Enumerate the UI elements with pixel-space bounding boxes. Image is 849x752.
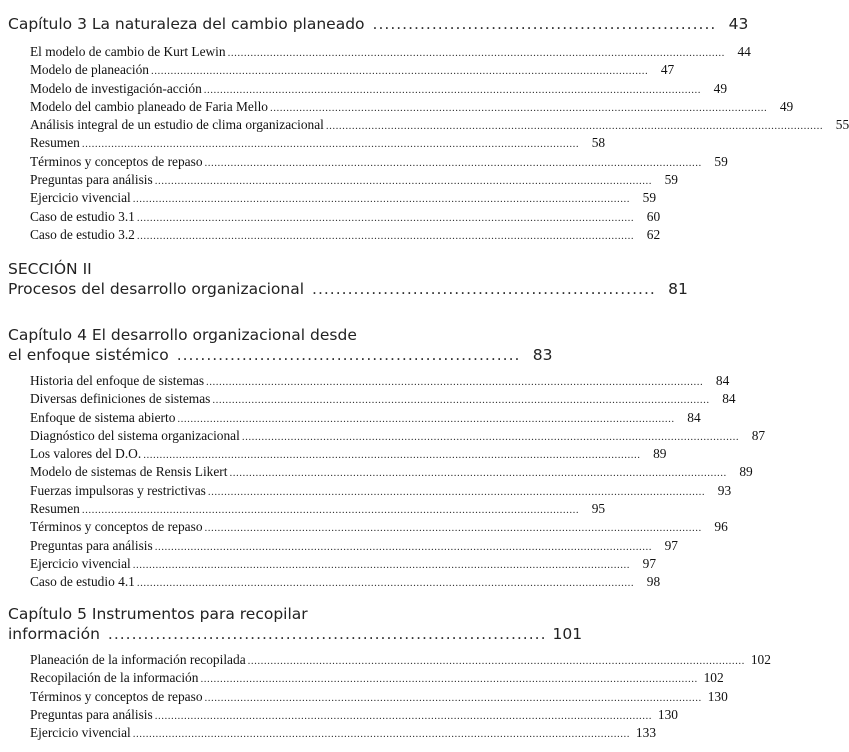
toc-entry [30, 724, 657, 742]
toc-entry [30, 372, 730, 390]
entry-title: Resumen [30, 501, 80, 517]
dot-leader: ......................................................................................................................................................... [136, 577, 635, 590]
entry-page: 58 [591, 135, 606, 151]
dot-leader: .......................................................... [312, 280, 656, 298]
toc-entry [30, 669, 724, 687]
chapter-title: Capítulo 4 El desarrollo organizacional desde [8, 326, 357, 344]
dot-leader: ......................................................................................................................................................... [270, 101, 768, 114]
entry-title: Caso de estudio 3.1 [30, 208, 135, 224]
dot-leader: ......................................................................................................................................................... [143, 449, 641, 462]
toc-entry [30, 98, 794, 116]
entry-page: 98 [646, 574, 661, 590]
dot-leader: ......................................................................................................................................................... [241, 430, 740, 443]
toc-entry [30, 688, 728, 706]
section-2-heading [8, 279, 688, 299]
entry-title: Modelo de planeación [30, 62, 149, 78]
dot-leader: .......................................................................... [107, 625, 547, 643]
dot-leader: ......................................................................................................................................................... [227, 47, 725, 59]
entry-title: Términos y conceptos de repaso [30, 519, 203, 535]
dot-leader: ......................................................................................................................................................... [325, 120, 824, 133]
chapter-5-items [30, 651, 771, 742]
entry-page: 47 [660, 62, 675, 78]
dot-leader: ......................................................................................................................................................... [204, 156, 702, 169]
toc-entry [30, 537, 678, 555]
entry-page: 102 [703, 670, 724, 686]
dot-leader: ......................................................................................................................................................... [151, 65, 649, 78]
dot-leader: ......................................................................................................................................................... [204, 522, 702, 535]
toc-entry [30, 208, 661, 226]
dot-leader: ......................................................................................................................................................... [154, 540, 652, 553]
toc-entry [30, 518, 728, 536]
entry-page: 59 [642, 190, 657, 206]
dot-leader: ......................................................................................................................................................... [247, 655, 745, 667]
entry-page: 62 [646, 226, 661, 242]
entry-title: Análisis integral de un estudio de clima organizacional [30, 117, 324, 133]
dot-leader: ......................................................................................................................................................... [206, 376, 704, 388]
toc-entry [30, 409, 701, 427]
dot-leader: ......................................................................................................................................................... [132, 728, 631, 741]
dot-leader: .......................................................... [176, 346, 521, 364]
toc-entry [30, 706, 678, 724]
entry-page: 55 [835, 117, 849, 133]
dot-leader: ......................................................................................................................................................... [229, 467, 727, 480]
toc-entry [30, 390, 736, 408]
section-title: Procesos del desarrollo organizacional [8, 280, 305, 298]
chapter-title: Capítulo 5 Instrumentos para recopilar [8, 605, 308, 623]
toc-entry [30, 445, 667, 463]
dot-leader: ......................................................................................................................................................... [132, 193, 631, 206]
dot-leader: ......................................................................................................................................................... [204, 691, 702, 704]
chapter-3-items [30, 43, 849, 244]
dot-leader: ......................................................................................................................................................... [154, 709, 652, 722]
entry-page: 95 [591, 501, 606, 517]
entry-title: Enfoque de sistema abierto [30, 409, 176, 425]
entry-title: Fuerzas impulsoras y restrictivas [30, 482, 206, 498]
entry-title: Preguntas para análisis [30, 537, 153, 553]
chapter-page: 43 [728, 15, 749, 33]
dot-leader: ......................................................................................................................................................... [136, 229, 635, 242]
entry-title: Modelo de sistemas de Rensis Likert [30, 464, 228, 480]
chapter-4-items [30, 372, 766, 592]
toc-entry [30, 573, 661, 591]
dot-leader: ......................................................................................................................................................... [207, 485, 706, 498]
entry-title: Ejercicio vivencial [30, 190, 131, 206]
dot-leader: ......................................................................................................................................................... [200, 673, 698, 686]
entry-page: 87 [751, 427, 766, 443]
entry-title: El modelo de cambio de Kurt Lewin [30, 44, 226, 59]
entry-page: 130 [657, 706, 678, 722]
toc-entry [30, 651, 771, 669]
entry-title: Caso de estudio 3.2 [30, 226, 135, 242]
toc-entry [30, 61, 675, 79]
entry-page: 84 [715, 373, 730, 388]
toc-entry [30, 482, 732, 500]
entry-title: Diagnóstico del sistema organizacional [30, 427, 240, 443]
entry-title: Términos y conceptos de repaso [30, 688, 203, 704]
entry-page: 49 [713, 80, 728, 96]
section-2-label: SECCIÓN II [8, 260, 92, 278]
dot-leader: ......................................................................................................................................................... [212, 394, 710, 407]
entry-title: Diversas definiciones de sistemas [30, 391, 211, 407]
toc-entry [30, 463, 753, 481]
entry-page: 84 [687, 409, 701, 425]
entry-title: Términos y conceptos de repaso [30, 153, 203, 169]
entry-page: 60 [646, 208, 661, 224]
entry-page: 89 [739, 464, 753, 480]
entry-page: 133 [635, 725, 657, 741]
entry-page: 84 [722, 391, 736, 407]
chapter-5-heading [8, 604, 583, 644]
toc-entry [30, 134, 606, 152]
entry-title: Modelo del cambio planeado de Faria Mello [30, 98, 268, 114]
entry-title: Ejercicio vivencial [30, 725, 131, 741]
toc-entry [30, 226, 661, 244]
entry-page: 49 [779, 98, 794, 114]
entry-title: Preguntas para análisis [30, 706, 153, 722]
toc-entry [30, 80, 728, 98]
entry-page: 97 [642, 555, 657, 571]
dot-leader: ......................................................................................................................................................... [81, 138, 580, 151]
entry-title: Planeación de la información recopilada [30, 652, 246, 667]
chapter-title-cont: el enfoque sistémico [8, 346, 169, 364]
chapter-3-heading [8, 14, 749, 34]
chapter-title-cont: información [8, 625, 100, 643]
section-page: 81 [668, 280, 688, 298]
dot-leader: .......................................................... [372, 15, 717, 33]
entry-page: 44 [737, 44, 751, 59]
chapter-page: 101 [552, 625, 583, 643]
entry-title: Preguntas para análisis [30, 172, 153, 188]
entry-title: Historia del enfoque de sistemas [30, 373, 205, 388]
entry-page: 89 [653, 446, 667, 462]
entry-page: 97 [664, 537, 678, 553]
entry-title: Modelo de investigación-acción [30, 80, 202, 96]
dot-leader: ......................................................................................................................................................... [154, 175, 652, 188]
entry-page: 96 [714, 519, 728, 535]
entry-title: Los valores del D.O. [30, 446, 142, 462]
toc-entry [30, 189, 657, 207]
chapter-page: 83 [532, 346, 553, 364]
dot-leader: ......................................................................................................................................................... [177, 412, 675, 425]
toc-entry [30, 43, 751, 61]
chapter-title: Capítulo 3 La naturaleza del cambio planeado [8, 15, 365, 33]
entry-title: Caso de estudio 4.1 [30, 574, 135, 590]
dot-leader: ......................................................................................................................................................... [203, 83, 702, 96]
toc-entry [30, 171, 678, 189]
entry-title: Resumen [30, 135, 80, 151]
toc-entry [30, 555, 657, 573]
entry-page: 130 [707, 688, 728, 704]
entry-page: 59 [664, 172, 678, 188]
entry-title: Recopilación de la información [30, 670, 199, 686]
entry-page: 93 [717, 482, 732, 498]
toc-entry [30, 427, 766, 445]
entry-page: 59 [714, 153, 728, 169]
toc-entry [30, 500, 606, 518]
entry-page: 102 [750, 652, 771, 667]
toc-entry [30, 116, 849, 134]
entry-title: Ejercicio vivencial [30, 555, 131, 571]
dot-leader: ......................................................................................................................................................... [136, 211, 635, 224]
dot-leader: ......................................................................................................................................................... [132, 558, 631, 571]
toc-entry [30, 153, 728, 171]
dot-leader: ......................................................................................................................................................... [81, 504, 580, 517]
chapter-4-heading [8, 325, 553, 365]
